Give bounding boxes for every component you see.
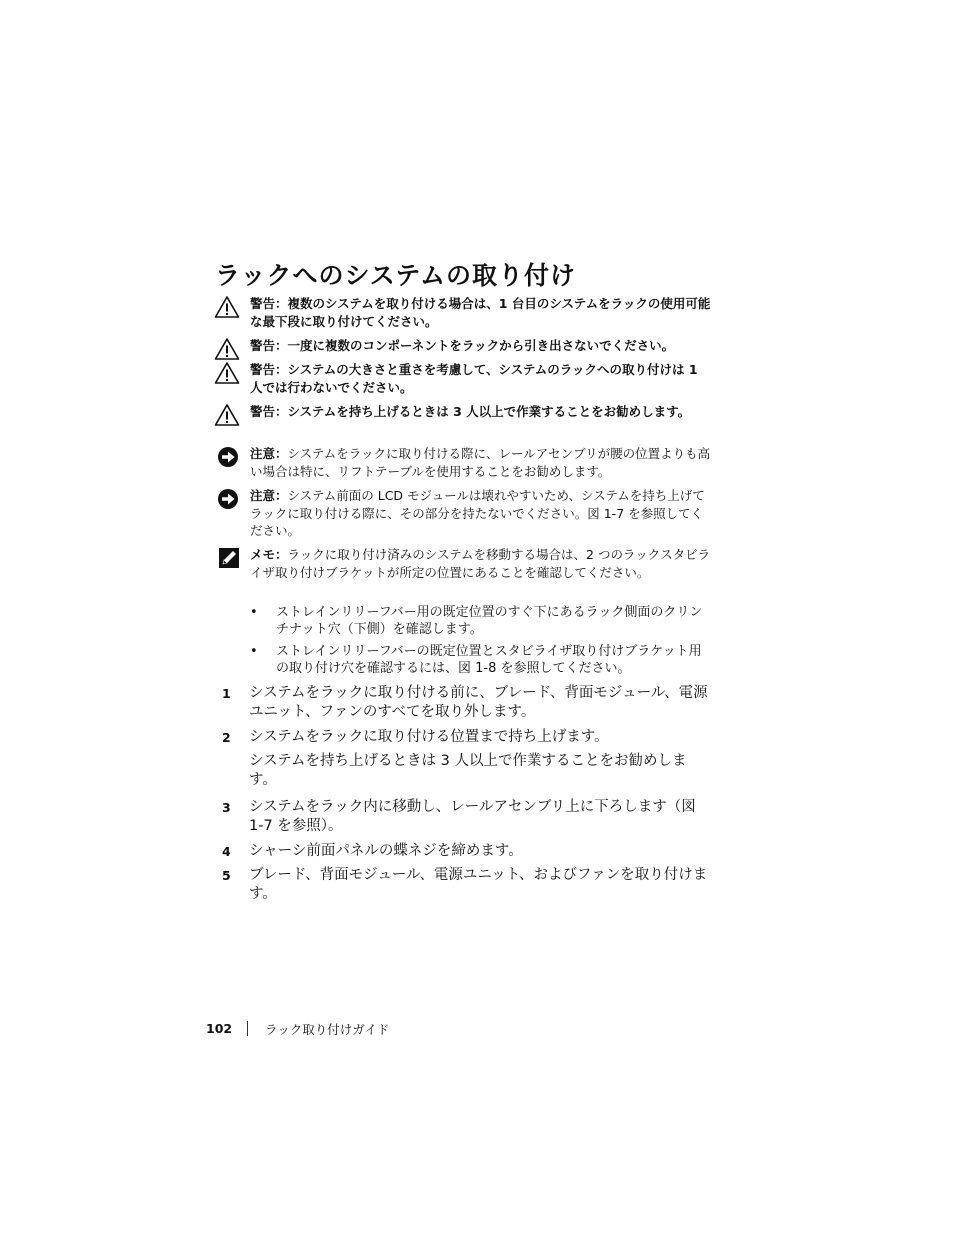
step-item [222, 728, 712, 748]
step-note: システムを持ち上げるときは 3 人以上で作業することをお勧めします。 [249, 753, 687, 788]
step-item [222, 798, 712, 838]
step-text: システムをラックに取り付ける前に、ブレード、背面モジュール、電源ユニット、ファンのすべてを取り外します。 [249, 685, 708, 720]
notice-label: 警告： [250, 404, 288, 419]
notice-text: システムをラックに取り付ける際に、レールアセンブリが腰の位置よりも高い場合は特に、リフトテーブルを使用することをお勧めします。 [250, 446, 711, 479]
caution-circle-icon [214, 487, 240, 511]
page-number: 102 [206, 1021, 233, 1036]
bullet-text: ストレインリリーフバー用の既定位置のすぐ下にあるラック側面のクリンチナット穴（下側）を確認します。 [276, 605, 703, 637]
notice-text: システム前面の LCD モジュールは壊れやすいため、システムを持ち上げてラックに取り付ける際に、その部分を持たないでください。図 1-7 を参照してください。 [250, 488, 705, 538]
step-number: 4 [222, 844, 231, 859]
notice-label: 注意： [250, 446, 288, 461]
step-text: ブレード、背面モジュール、電源ユニット、およびファンを取り付けます。 [249, 867, 708, 902]
step-number: 1 [222, 686, 231, 701]
footer-divider [247, 1021, 248, 1036]
step-text: システムをラックに取り付ける位置まで持ち上げます。 [249, 729, 609, 745]
step-text: システムをラック内に移動し、レールアセンブリ上に下ろします（図 1-7 を参照）。 [249, 799, 696, 834]
warning-triangle-icon [214, 295, 240, 319]
list-item [250, 604, 714, 640]
notice-text: システムを持ち上げるときは 3 人以上で作業することをお勧めします。 [287, 404, 691, 419]
footer-title: ラック取り付けガイド [265, 1022, 390, 1037]
notice-label: 警告： [250, 362, 288, 377]
caution-notice [214, 487, 714, 541]
warning-notice [214, 337, 714, 357]
warning-triangle-icon [214, 361, 240, 385]
step-item [222, 866, 712, 906]
step-item [222, 684, 712, 724]
warning-notice [214, 361, 714, 397]
step-number: 2 [222, 730, 231, 745]
step-item [222, 842, 712, 862]
notice-label: 警告： [250, 296, 288, 311]
notice-text: ラックに取り付け済みのシステムを移動する場合は、2 つのラックスタビライザ取り付けブラケットが所定の位置にあることを確認してください。 [250, 547, 711, 580]
note-pencil-icon [214, 546, 240, 570]
notice-label: メモ： [250, 547, 288, 562]
notice-text: 一度に複数のコンポーネントをラックから引き出さないでください。 [287, 338, 675, 353]
warning-notice [214, 403, 714, 439]
warning-triangle-icon [214, 337, 240, 361]
page-title: ラックへのシステムの取り付け [215, 261, 577, 290]
warning-notice [214, 295, 714, 331]
step-text: シャーシ前面パネルの蝶ネジを締めます。 [249, 843, 523, 859]
notice-label: 注意： [250, 488, 288, 503]
caution-notice [214, 445, 714, 481]
notice-text: 複数のシステムを取り付ける場合は、1 台目のシステムをラックの使用可能な最下段に取り付けてください。 [250, 296, 711, 329]
notice-text: システムの大きさと重さを考慮して、システムのラックへの取り付けは 1 人では行わないでください。 [250, 362, 698, 395]
note-notice [214, 546, 714, 600]
list-item [250, 643, 714, 679]
bullet-text: ストレインリリーフバーの既定位置とスタビライザ取り付けブラケット用の取り付け穴を確認するには、図 1-8 を参照してください。 [276, 644, 702, 676]
caution-circle-icon [214, 445, 240, 469]
step-number: 5 [222, 868, 231, 883]
notice-label: 警告： [250, 338, 288, 353]
bullet-marker: • [250, 644, 258, 659]
bullet-marker: • [250, 605, 258, 620]
step-number: 3 [222, 800, 231, 815]
warning-triangle-icon [214, 403, 240, 427]
